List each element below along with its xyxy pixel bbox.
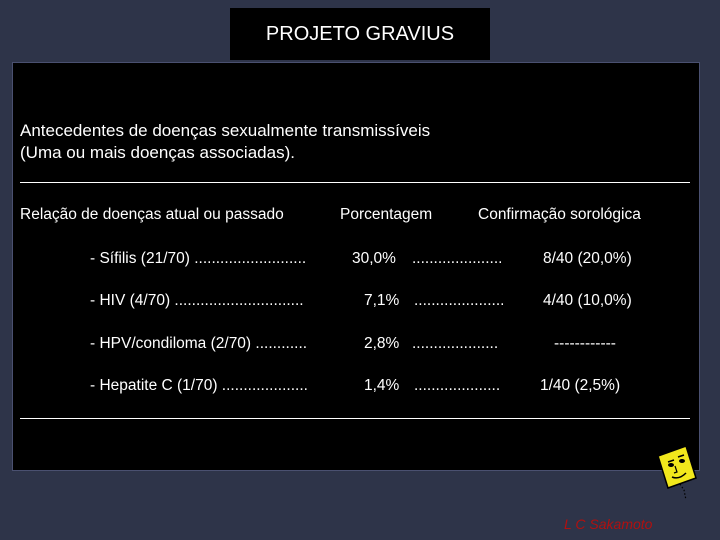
slide-title: PROJETO GRAVIUS [230,8,490,60]
row-dots: .................... [414,377,501,394]
row-confirmation: 4/40 (10,0%) [543,292,632,309]
bottom-divider [20,418,690,419]
table-row [0,250,720,272]
row-dots: ..................... [414,292,505,309]
header-percent: Porcentagem [340,206,433,223]
heading-line-2: (Uma ou mais doenças associadas). [20,143,295,162]
row-confirmation: ------------ [554,335,616,352]
row-dots: .................... [412,335,499,352]
row-percent: 2,8% [364,335,400,352]
table-row [0,335,720,357]
theater-mask-icon [656,444,700,506]
header-confirmation: Confirmação sorológica [478,206,641,223]
row-disease: - Sífilis (21/70) .......................... [90,250,307,267]
top-divider [20,182,690,183]
row-percent: 7,1% [364,292,400,309]
row-percent: 30,0% [352,250,396,267]
row-dots: ..................... [412,250,503,267]
author-signature: L C Sakamoto [564,516,653,532]
row-percent: 1,4% [364,377,400,394]
row-confirmation: 1/40 (2,5%) [540,377,621,394]
header-disease: Relação de doenças atual ou passado [20,206,284,223]
row-disease: - Hepatite C (1/70) .................... [90,377,308,394]
table-row [0,292,720,314]
row-disease: - HIV (4/70) .............................. [90,292,304,309]
section-heading [20,120,430,164]
row-disease: - HPV/condiloma (2/70) ............ [90,335,308,352]
row-confirmation: 8/40 (20,0%) [543,250,632,267]
table-row [0,377,720,399]
heading-line-1: Antecedentes de doenças sexualmente transmissíveis [20,121,431,140]
